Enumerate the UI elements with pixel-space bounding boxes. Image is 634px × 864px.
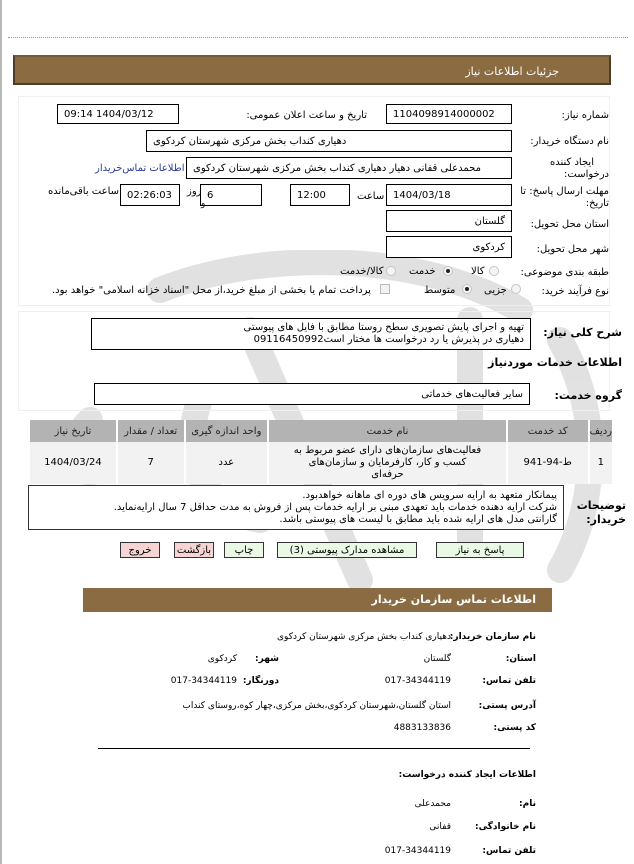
cell-unit: عدد	[185, 442, 269, 484]
deadline-label-1: مهلت ارسال پاسخ: تا	[520, 186, 609, 197]
category-radio-goods-service[interactable]	[386, 266, 396, 276]
days-remaining-field: 6	[200, 184, 262, 206]
buyer-phone-value: 017-34344119	[384, 676, 451, 686]
need-number-field: 1104098914000002	[386, 104, 512, 124]
category-option-service: خدمت	[409, 266, 436, 277]
buyer-postal-label: کد پستی:	[493, 723, 536, 733]
buyer-org-name-label: نام سازمان خریدار:	[449, 632, 536, 642]
buyer-org-label: نام دستگاه خریدار:	[530, 136, 609, 147]
delivery-city-field: کردکوی	[386, 236, 512, 258]
cell-name-line-2: کسب و کار، کارفرمایان و سازمان‌های	[308, 457, 467, 468]
deadline-time-field: 12:00	[290, 184, 350, 206]
cell-name	[268, 442, 507, 484]
buyer-notes-line-2: شرکت ارایه دهنده خدمات باید تعهدی مبنی بر ارایه خدمات پس از فروش به مدت حداقل 7 سال ارایه‌نماید.	[113, 502, 557, 513]
announce-datetime-field: 1404/03/12 09:14	[57, 104, 179, 124]
service-group-field: سایر فعالیت‌های خدماتی	[94, 383, 530, 405]
buyer-org-field: دهیاری کنداب بخش مرکزی شهرستان کردکوی	[146, 130, 512, 152]
page-title: جزئیات اطلاعات نیاز	[465, 65, 559, 78]
description-line-1: تهیه و اجرای پایش تصویری سطح روستا مطابق با فایل های پیوستی	[243, 322, 524, 333]
cell-code: ط-94-941	[507, 442, 589, 484]
cell-quantity: 7	[117, 442, 185, 484]
cell-row: 1	[589, 442, 612, 484]
buyer-fax-label: دورنگار:	[242, 676, 279, 686]
col-unit: واحد اندازه گیری	[185, 420, 269, 442]
category-radio-goods[interactable]	[489, 266, 499, 276]
category-radio-service[interactable]	[443, 266, 453, 276]
col-name: نام خدمت	[268, 420, 507, 442]
exit-button[interactable]: خروج	[120, 542, 160, 558]
deadline-label-2: تاریخ:	[585, 198, 609, 209]
announce-datetime-label: تاریخ و ساعت اعلان عمومی:	[246, 110, 367, 121]
buyer-contact-title-bar	[83, 588, 552, 612]
requester-label-2: درخواست:	[564, 169, 609, 180]
section-divider	[98, 748, 530, 749]
table-header-row	[29, 420, 612, 442]
days-suffix: و	[201, 199, 206, 209]
services-section-title: اطلاعات خدمات موردنیاز	[488, 356, 622, 369]
process-radio-minor[interactable]	[511, 284, 521, 294]
creator-last-name-label: نام خانوادگی:	[474, 822, 536, 832]
buyer-notes-line-3: گارانتی مدل های ارایه شده باید مطابق با لیست های پیوستی باشد.	[279, 514, 557, 525]
left-border	[0, 0, 2, 864]
col-date: تاریخ نیاز	[29, 420, 117, 442]
delivery-city-label: شهر محل تحویل:	[536, 244, 609, 255]
buyer-province-value: گلستان	[423, 654, 451, 664]
treasury-checkbox[interactable]	[380, 284, 390, 294]
buyer-address-value: استان گلستان،شهرستان کردکوی،بخش مرکزی،چهار کوه،روستای کنداب	[182, 701, 451, 711]
creator-info-title: اطلاعات ایجاد کننده درخواست:	[398, 770, 536, 780]
category-label: طبقه بندی موضوعی:	[520, 267, 609, 278]
col-quantity: تعداد / مقدار	[117, 420, 185, 442]
buyer-notes-line-1: پیمانکار متعهد به ارایه سرویس های دوره ای ماهانه خواهدبود.	[302, 490, 557, 501]
services-table	[28, 420, 612, 484]
buyer-notes-field	[28, 485, 564, 530]
process-option-medium: متوسط	[424, 285, 456, 296]
delivery-province-label: استان محل تحویل:	[530, 219, 609, 230]
buyer-city-value: کردکوی	[207, 654, 237, 664]
print-button[interactable]: چاپ	[224, 542, 264, 558]
description-field	[91, 318, 531, 350]
buyer-org-name-value: دهیاری کنداب بخش مرکزی شهرستان کردکوی	[277, 632, 451, 642]
time-remaining-label: ساعت باقی‌مانده	[48, 186, 120, 197]
category-option-goods: کالا	[471, 266, 485, 277]
description-line-2: دهیاری در پذیرش یا رد درخواست ها مختار است09116450992	[253, 334, 524, 345]
days-label: روز	[187, 186, 202, 197]
process-option-minor: جزیی	[484, 285, 507, 296]
process-label: نوع فرآیند خرید:	[541, 286, 609, 297]
delivery-province-field: گلستان	[386, 210, 512, 232]
col-row: ردیف	[589, 420, 612, 442]
buyer-city-label: شهر:	[255, 654, 279, 664]
creator-phone-label: تلفن تماس:	[482, 846, 536, 856]
buyer-contact-link[interactable]: اطلاعات تماس‌خریدار	[95, 163, 185, 174]
buyer-notes-label-1: توضیحات	[576, 499, 626, 512]
cell-name-line-3: حرفه‌ای	[371, 469, 404, 480]
back-button[interactable]: بازگشت	[174, 542, 214, 558]
need-number-label: شماره نیاز:	[561, 110, 609, 121]
page-title-bar	[13, 55, 611, 85]
creator-first-name-label: نام:	[519, 799, 536, 809]
time-remaining-field: 02:26:03	[120, 184, 180, 206]
buyer-province-label: استان:	[505, 654, 536, 664]
buyer-phone-label: تلفن تماس:	[482, 676, 536, 686]
buyer-fax-value: 017-34344119	[170, 676, 237, 686]
creator-last-name-value: قفانی	[429, 822, 451, 832]
service-group-label: گروه خدمت:	[554, 389, 622, 402]
reply-button[interactable]: پاسخ به نیاز	[436, 542, 524, 558]
requester-label-1: ایجاد کننده	[550, 157, 594, 168]
category-option-goods-service: کالا/خدمت	[340, 266, 384, 277]
cell-date: 1404/03/24	[29, 442, 117, 484]
creator-first-name-value: محمدعلی	[414, 799, 451, 809]
creator-phone-value: 017-34344119	[384, 846, 451, 856]
buyer-notes-label-2: خریدار:	[586, 513, 626, 526]
cell-name-line-1: فعالیت‌های سازمان‌های دارای عضو مربوط به	[293, 445, 482, 456]
buyer-postal-value: 4883133836	[393, 723, 451, 733]
requester-field: محمدعلی قفانی دهیار دهیاری کنداب بخش مرکزی شهرستان کردکوی	[186, 157, 512, 179]
deadline-date-field: 1404/03/18	[386, 184, 512, 206]
process-radio-medium[interactable]	[462, 284, 472, 294]
table-row	[29, 442, 612, 484]
deadline-time-label: ساعت	[357, 191, 385, 202]
buyer-address-label: آدرس پستی:	[478, 701, 536, 711]
treasury-checkbox-label: پرداخت تمام یا بخشی از مبلغ خرید،از محل "اسناد خزانه اسلامی" خواهد بود.	[52, 285, 371, 296]
buyer-contact-title: اطلاعات تماس سازمان خریدار	[371, 593, 536, 606]
description-label: شرح کلی نیاز:	[543, 326, 622, 339]
top-divider	[8, 37, 628, 38]
view-attachments-button[interactable]: مشاهده مدارک پیوستی (3)	[277, 542, 417, 558]
col-code: کد خدمت	[507, 420, 589, 442]
